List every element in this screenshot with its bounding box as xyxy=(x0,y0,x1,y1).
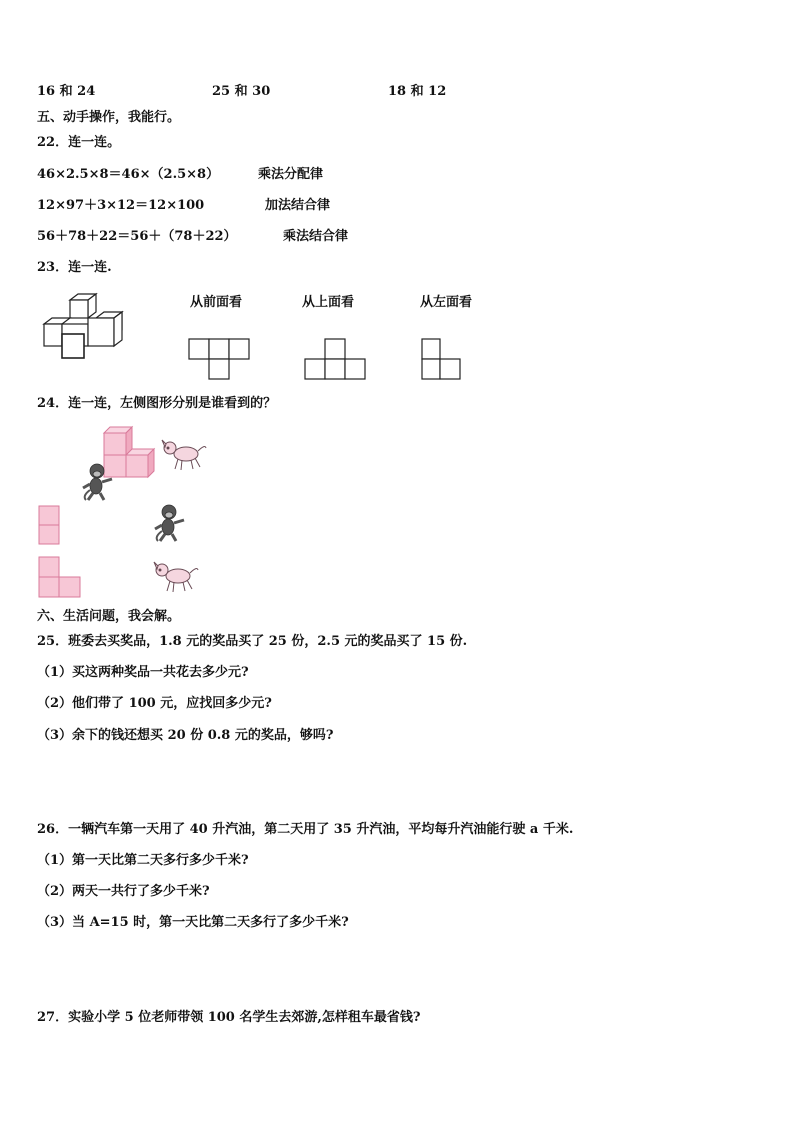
view-label-front[interactable]: 从前面看 xyxy=(190,295,243,310)
dog-figure-right[interactable] xyxy=(152,560,200,594)
view-shape-left[interactable] xyxy=(421,338,465,382)
q25-sub-1: （1）买这两种奖品一共花去多少元? xyxy=(37,665,249,680)
view-shape-top[interactable] xyxy=(304,338,368,382)
q22-left-3[interactable]: 56＋78＋22＝56＋（78＋22） xyxy=(37,229,237,244)
pair-25-30: 25 和 30 xyxy=(212,84,271,99)
pair-18-12: 18 和 12 xyxy=(388,84,447,99)
q26-sub-3: （3）当 A=15 时，第一天比第二天多行了多少千米? xyxy=(37,915,349,930)
q25-sub-3: （3）余下的钱还想买 20 份 0.8 元的奖品，够吗? xyxy=(37,728,334,743)
view-label-left[interactable]: 从左面看 xyxy=(420,295,473,310)
q26-sub-1: （1）第一天比第二天多行多少千米? xyxy=(37,853,249,868)
q24-shape-column[interactable] xyxy=(38,505,62,547)
q24-shape-l[interactable] xyxy=(38,556,84,600)
q26-sub-2: （2）两天一共行了多少千米? xyxy=(37,884,210,899)
pair-16-24: 16 和 24 xyxy=(37,84,96,99)
q23-solid-figure xyxy=(40,292,130,362)
q25-sub-2: （2）他们带了 100 元，应找回多少元? xyxy=(37,696,272,711)
q23-title: 23．连一连. xyxy=(37,260,112,275)
view-shape-front[interactable] xyxy=(188,338,252,382)
q27-title: 27．实验小学 5 位老师带领 100 名学生去郊游,怎样租车最省钱? xyxy=(37,1010,421,1025)
section-5-title: 五、动手操作，我能行。 xyxy=(37,110,181,125)
q26-title: 26．一辆汽车第一天用了 40 升汽油，第二天用了 35 升汽油，平均每升汽油能行驶 a 千米. xyxy=(37,822,574,837)
monkey-figure-top[interactable] xyxy=(80,462,114,502)
q22-right-1[interactable]: 乘法分配律 xyxy=(258,167,324,182)
section-6-title: 六、生活问题，我会解。 xyxy=(37,609,181,624)
view-label-top[interactable]: 从上面看 xyxy=(302,295,355,310)
q22-right-2[interactable]: 加法结合律 xyxy=(265,198,331,213)
q22-title: 22．连一连。 xyxy=(37,135,121,150)
q22-left-2[interactable]: 12×97＋3×12＝12×100 xyxy=(37,198,205,213)
q24-title: 24．连一连，左侧图形分别是谁看到的？ xyxy=(37,396,277,411)
monkey-figure-right[interactable] xyxy=(152,503,186,543)
q22-right-3[interactable]: 乘法结合律 xyxy=(283,229,349,244)
q22-left-1[interactable]: 46×2.5×8＝46×（2.5×8） xyxy=(37,167,220,182)
dog-figure-top[interactable] xyxy=(160,438,208,472)
q25-title: 25．班委去买奖品，1.8 元的奖品买了 25 份，2.5 元的奖品买了 15 份. xyxy=(37,634,468,649)
